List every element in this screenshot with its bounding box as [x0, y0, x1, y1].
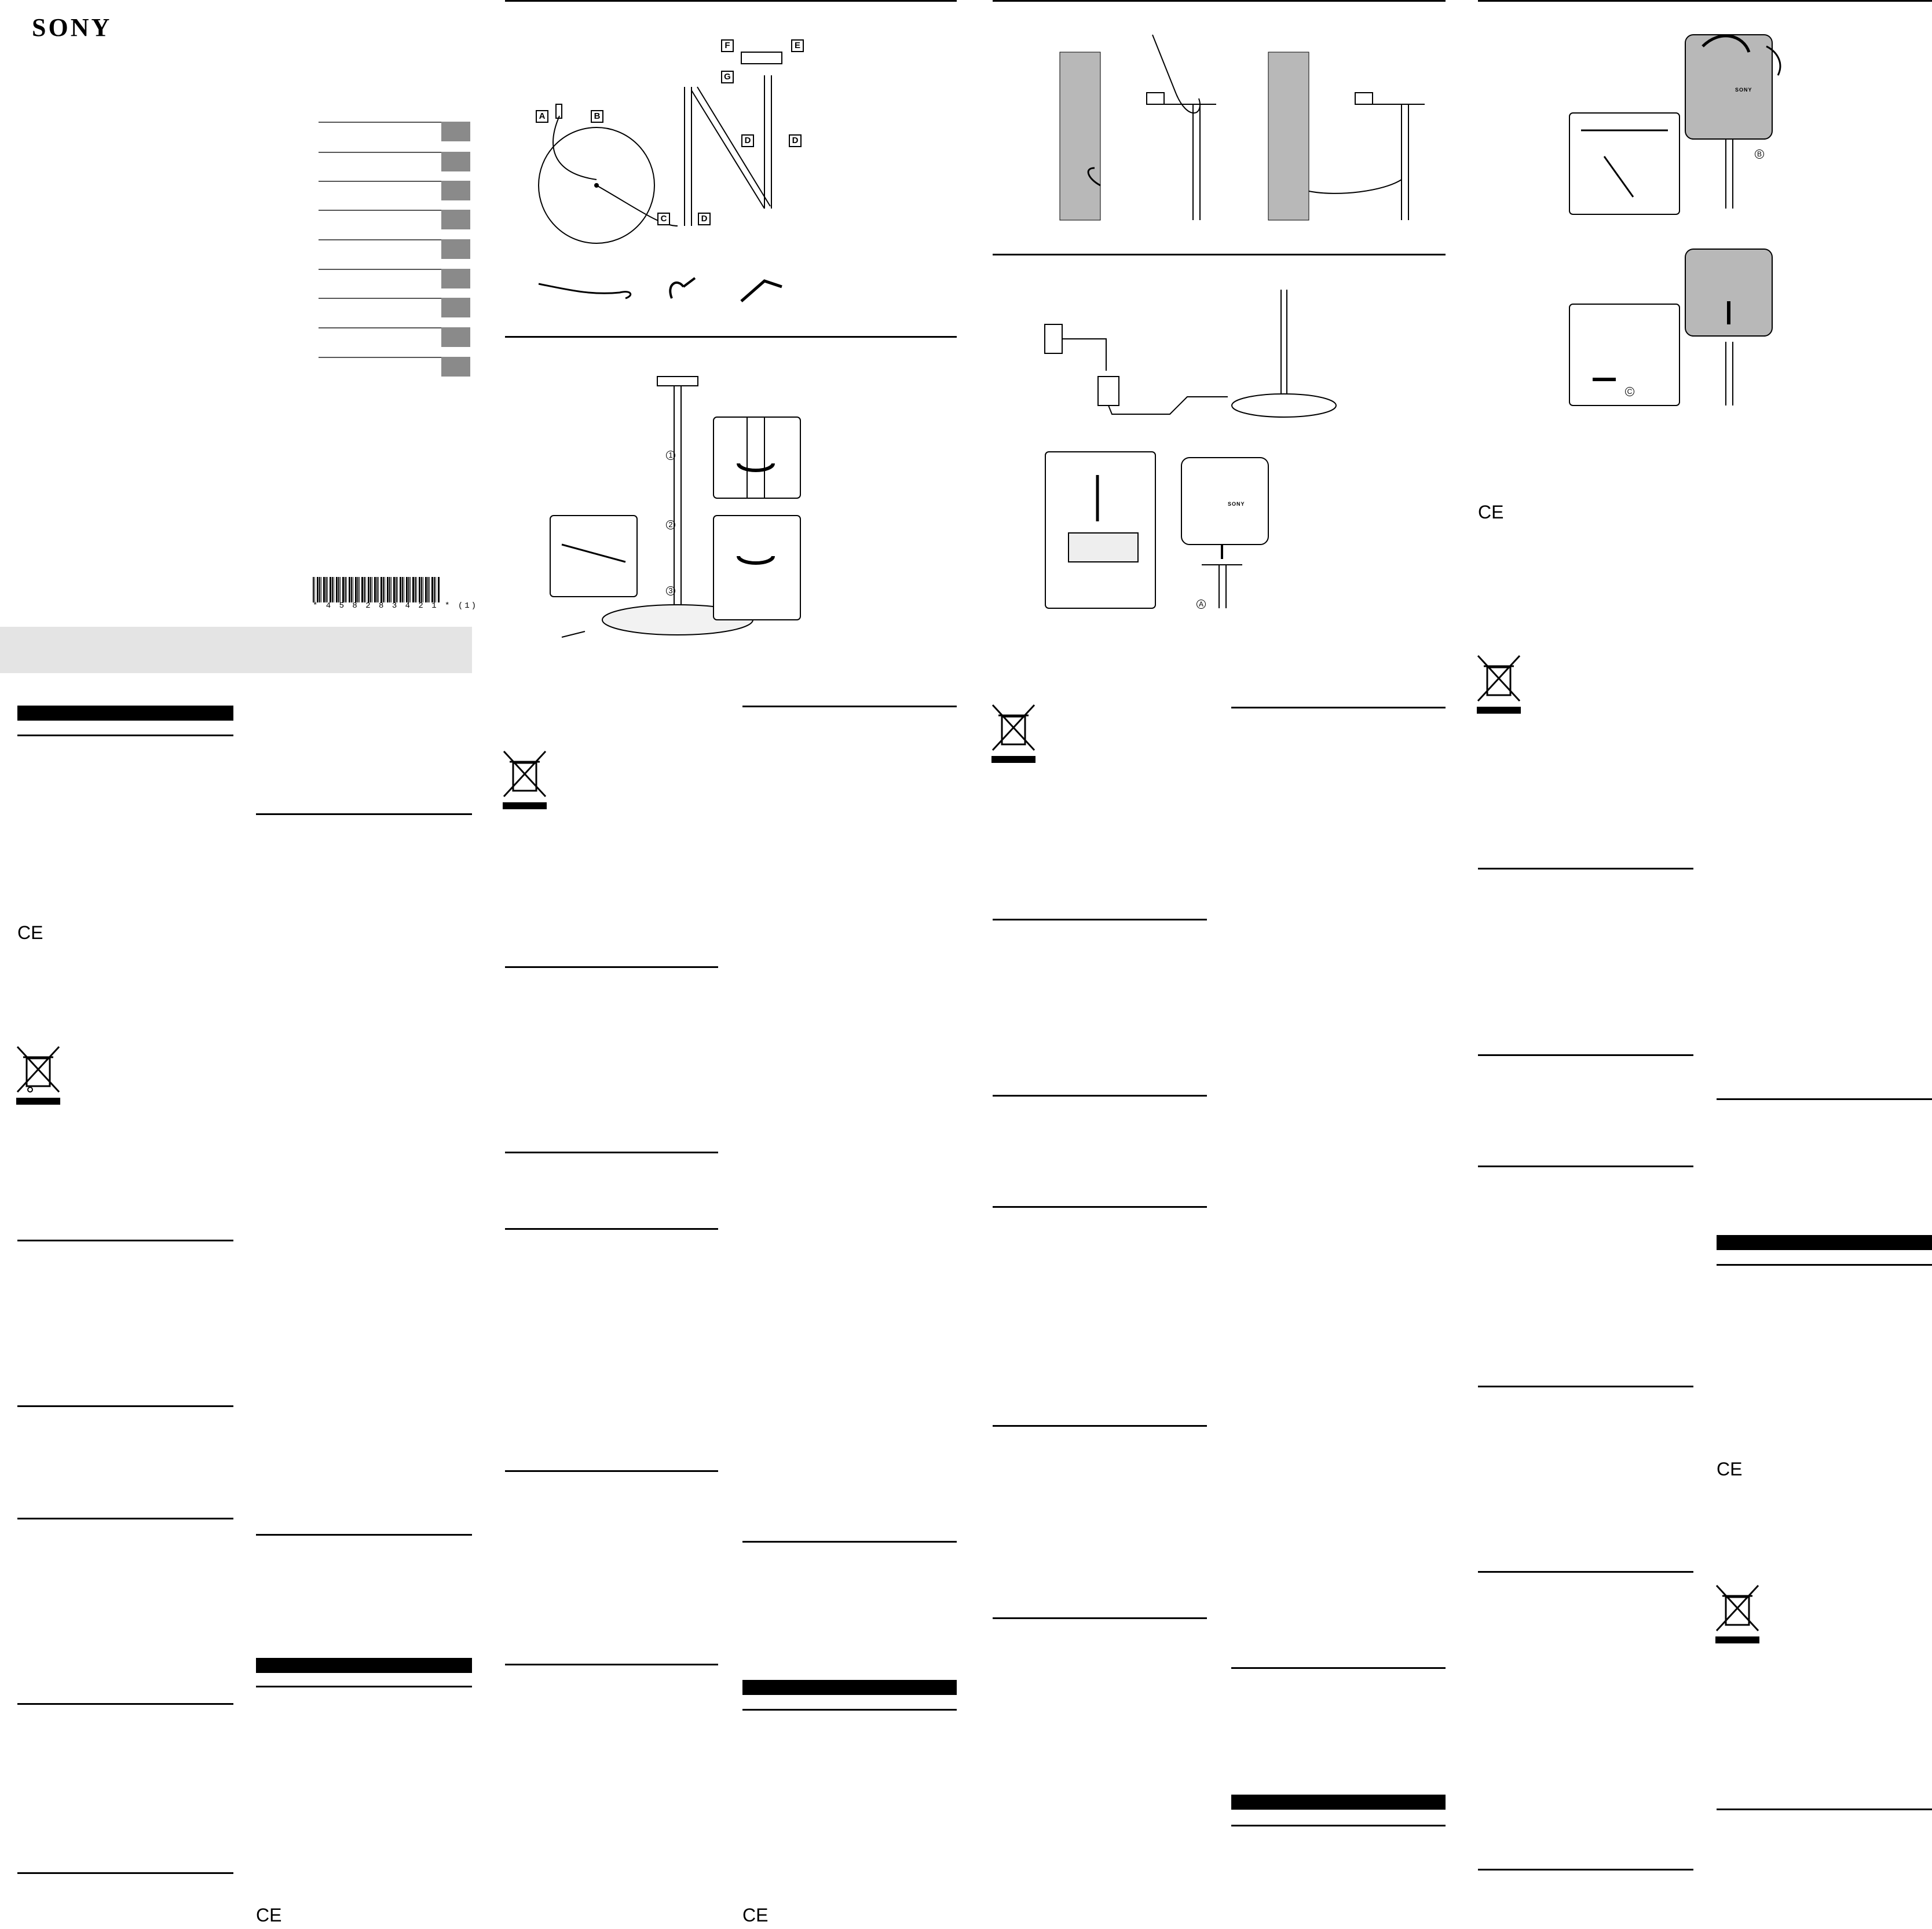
ce-mark-icon: CE	[1717, 1459, 1743, 1479]
part-label: A	[536, 110, 548, 123]
weee-bin-icon	[16, 1046, 63, 1109]
power-connection-diagram	[1042, 284, 1344, 423]
section-bar	[1717, 1235, 1932, 1250]
ce-mark-icon: CE	[1478, 502, 1504, 523]
weee-bin-icon	[1477, 655, 1523, 718]
accessories	[533, 272, 793, 307]
part-label: D	[741, 134, 754, 147]
weee-bin-icon	[1715, 1584, 1762, 1648]
step-number: 2	[666, 520, 675, 529]
assembly-diagram	[550, 371, 811, 643]
section-bar	[742, 1680, 957, 1695]
speaker-orientation-diagram	[1569, 23, 1790, 417]
part-label: F	[721, 39, 734, 52]
cover-band	[0, 627, 472, 673]
section-bar	[256, 1658, 472, 1673]
part-label: D	[789, 134, 802, 147]
part-label: C	[657, 213, 670, 225]
brand-logo: SONY	[32, 13, 112, 42]
speaker-logo: SONY	[1735, 87, 1752, 93]
barcode	[313, 577, 440, 602]
callout-label: B	[1755, 149, 1764, 159]
speaker-mount-diagram	[1045, 452, 1277, 608]
callout-label: C	[1625, 387, 1634, 396]
part-label: D	[698, 213, 711, 225]
section-bar	[1231, 1795, 1446, 1810]
weee-bin-icon	[991, 704, 1038, 768]
part-label: G	[721, 71, 734, 83]
part-label: E	[791, 39, 804, 52]
step-number: 1	[666, 451, 675, 460]
part-label: B	[591, 110, 603, 123]
ce-mark-icon: CE	[256, 1905, 282, 1926]
parts-diagram	[521, 35, 811, 232]
step-number: 3	[666, 586, 675, 595]
barcode-text: * 4 5 8 2 8 3 4 2 1 * (1)	[313, 601, 478, 611]
wall-strap-diagram	[1060, 35, 1430, 226]
callout-label: A	[1196, 600, 1206, 609]
section-bar	[17, 706, 233, 721]
weee-bin-icon	[503, 750, 549, 814]
speaker-logo: SONY	[1228, 501, 1245, 507]
ce-mark-icon: CE	[17, 922, 43, 943]
ce-mark-icon: CE	[742, 1905, 769, 1926]
